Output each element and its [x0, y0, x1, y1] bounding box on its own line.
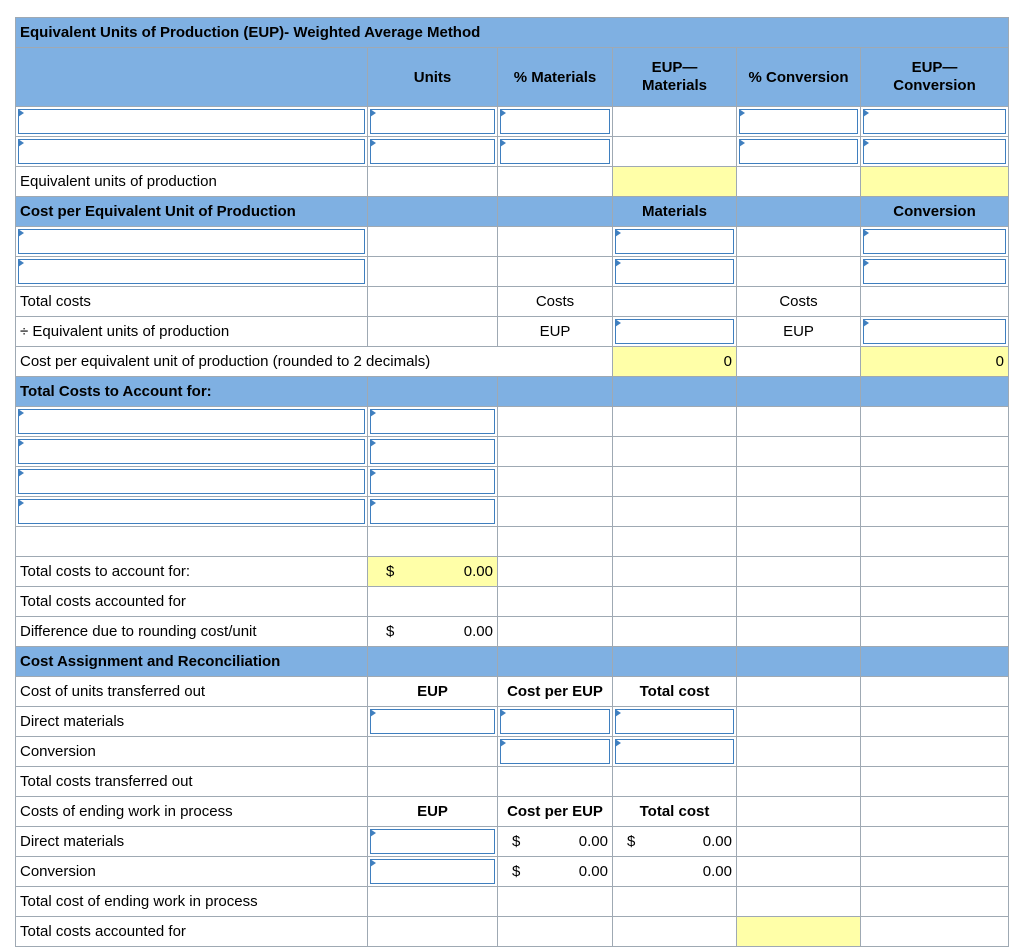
blank-cell: [16, 527, 368, 557]
costs-word-materials: Costs: [498, 287, 613, 317]
header-eup-conversion: [861, 48, 1009, 107]
blank-cell: [613, 407, 737, 437]
currency-symbol: $: [512, 863, 521, 880]
blank-cell: [613, 767, 737, 797]
ending-total-cost-col: Total cost: [613, 797, 737, 827]
blank-cell: [737, 827, 861, 857]
difference-row: [16, 617, 1009, 647]
eup-row1-pct-materials-input[interactable]: [498, 107, 613, 137]
blank-cell: [368, 257, 498, 287]
total-costs-row: [16, 287, 1009, 317]
blank-cell: [737, 557, 861, 587]
equivalent-units-label: Equivalent units of production: [16, 167, 368, 197]
cost-per-unit-label: Cost per equivalent unit of production (rounded to 2 decimals): [16, 347, 613, 377]
ending-label: Costs of ending work in process: [16, 797, 368, 827]
band-blank: [613, 647, 737, 677]
blank-cell: [498, 467, 613, 497]
blank-cell: [737, 227, 861, 257]
blank-cell: [737, 797, 861, 827]
blank-cell: [861, 557, 1009, 587]
currency-symbol: $: [627, 833, 636, 850]
account-input-row: [16, 497, 1009, 527]
account-row4-amount-input[interactable]: [368, 497, 498, 527]
header-eup-conversion-line2: Conversion: [893, 77, 976, 94]
transferred-cost-per-eup-col: Cost per EUP: [498, 677, 613, 707]
cost-per-eup-heading: Cost per Equivalent Unit of Production: [16, 197, 368, 227]
eup-input-row: [16, 107, 1009, 137]
ending-dm-total: [613, 827, 737, 857]
eup-row2-eup-conversion[interactable]: [861, 137, 1009, 167]
band-blank: [498, 647, 613, 677]
cost-per-unit-conversion: 0: [861, 347, 1009, 377]
blank-cell: [613, 557, 737, 587]
blank-cell: [737, 677, 861, 707]
blank-cell: [861, 887, 1009, 917]
equivalent-units-row: [16, 167, 1009, 197]
transferred-conv-row: [16, 737, 1009, 767]
blank-cell: [861, 827, 1009, 857]
blank-cell: [368, 767, 498, 797]
cost-row1-label-input[interactable]: [16, 227, 368, 257]
eup-row2-units-input[interactable]: [368, 137, 498, 167]
blank-cell: [498, 497, 613, 527]
transferred-dm-label: Direct materials: [16, 707, 368, 737]
header-eup-materials-line2: Materials: [641, 77, 708, 94]
blank-cell: [737, 617, 861, 647]
blank-cell: [368, 527, 498, 557]
blank-cell: [498, 437, 613, 467]
blank-cell: [368, 917, 498, 947]
band-blank: [861, 647, 1009, 677]
equivalent-units-materials-total: [613, 167, 737, 197]
cost-input-row: [16, 257, 1009, 287]
band-blank: [737, 377, 861, 407]
transferred-conv-cost-input[interactable]: [498, 737, 613, 767]
ending-dm-cost: [498, 827, 613, 857]
currency-symbol: $: [386, 563, 395, 580]
transferred-dm-total-input[interactable]: [613, 707, 737, 737]
cost-row2-materials-input[interactable]: [613, 257, 737, 287]
total-costs-conversion: [861, 287, 1009, 317]
cost-per-unit-materials: 0: [613, 347, 737, 377]
blank-cell: [498, 917, 613, 947]
blank-cell: [737, 737, 861, 767]
total-to-account-label: Total costs to account for:: [16, 557, 368, 587]
blank-cell: [613, 437, 737, 467]
blank-cell: [861, 797, 1009, 827]
header-eup-conversion-line1: EUP—: [911, 59, 958, 76]
blank-cell: [368, 287, 498, 317]
blank-cell: [368, 227, 498, 257]
total-ending-row: [16, 887, 1009, 917]
eup-word-conversion: EUP: [737, 317, 861, 347]
difference-label: Difference due to rounding cost/unit: [16, 617, 368, 647]
blank-cell: [613, 617, 737, 647]
blank-cell: [861, 527, 1009, 557]
eup-input-row: [16, 137, 1009, 167]
ending-conv-label: Conversion: [16, 857, 368, 887]
header-units: Units: [368, 48, 498, 107]
total-accounted-final-value: [737, 917, 861, 947]
blank-cell: [861, 587, 1009, 617]
divide-eup-conversion-input[interactable]: [861, 317, 1009, 347]
eup-worksheet: [15, 17, 1008, 947]
ending-conv-row: [16, 857, 1009, 887]
blank-cell: [737, 587, 861, 617]
assignment-heading: Cost Assignment and Reconciliation: [16, 647, 368, 677]
transferred-dm-cost-input[interactable]: [498, 707, 613, 737]
account-input-row: [16, 407, 1009, 437]
blank-cell: [737, 887, 861, 917]
cost-per-unit-row: [16, 347, 1009, 377]
transferred-dm-eup-input[interactable]: [368, 707, 498, 737]
eup-word-materials: EUP: [498, 317, 613, 347]
blank-cell: [861, 767, 1009, 797]
blank-cell: [498, 227, 613, 257]
transferred-total-cost-col: Total cost: [613, 677, 737, 707]
band-blank: [737, 197, 861, 227]
blank-cell: [613, 917, 737, 947]
transferred-eup-col: EUP: [368, 677, 498, 707]
blank-cell: [737, 707, 861, 737]
total-accounted-label: Total costs accounted for: [16, 587, 368, 617]
blank-cell: [737, 347, 861, 377]
blank-cell: [498, 617, 613, 647]
ending-conv-total-amount: 0.00: [702, 863, 732, 880]
divide-eup-label: ÷ Equivalent units of production: [16, 317, 368, 347]
title-row: [16, 18, 1009, 48]
header-eup-materials: [613, 48, 737, 107]
cost-row1-materials-input[interactable]: [613, 227, 737, 257]
divide-eup-row: [16, 317, 1009, 347]
eup-table: [15, 17, 1009, 947]
ending-dm-total-amount: 0.00: [702, 833, 732, 850]
blank-cell: [737, 467, 861, 497]
eup-row1-label-input[interactable]: [16, 107, 368, 137]
blank-cell: [861, 707, 1009, 737]
cost-row1-conversion-input[interactable]: [861, 227, 1009, 257]
blank-cell: [613, 887, 737, 917]
ending-conv-eup-input[interactable]: [368, 857, 498, 887]
ending-cost-per-eup-col: Cost per EUP: [498, 797, 613, 827]
header-eup-materials-line1: EUP—: [651, 59, 698, 76]
blank-cell: [737, 407, 861, 437]
cost-row2-conversion-input[interactable]: [861, 257, 1009, 287]
transferred-dm-row: [16, 707, 1009, 737]
band-blank: [368, 647, 498, 677]
band-blank: [368, 377, 498, 407]
blank-cell: [498, 887, 613, 917]
blank-cell: [613, 467, 737, 497]
blank-cell: [368, 887, 498, 917]
equivalent-units-blank2: [737, 167, 861, 197]
total-transferred-row: [16, 767, 1009, 797]
blank-cell: [861, 857, 1009, 887]
blank-cell: [861, 677, 1009, 707]
account-row1-amount-input[interactable]: [368, 407, 498, 437]
header-pct-materials: % Materials: [498, 48, 613, 107]
blank-cell: [861, 407, 1009, 437]
difference-value: [368, 617, 498, 647]
ending-dm-label: Direct materials: [16, 827, 368, 857]
costs-word-conversion: Costs: [737, 287, 861, 317]
blank-cell: [737, 257, 861, 287]
ending-conv-total: [613, 857, 737, 887]
blank-cell: [861, 917, 1009, 947]
account-row3-label-input[interactable]: [16, 467, 368, 497]
header-blank: [16, 48, 368, 107]
cost-per-eup-header-row: [16, 197, 1009, 227]
spacer-row: [16, 527, 1009, 557]
blank-cell: [368, 737, 498, 767]
eup-row2-eup-materials: [613, 137, 737, 167]
blank-cell: [861, 437, 1009, 467]
divide-eup-materials-input[interactable]: [613, 317, 737, 347]
blank-cell: [498, 557, 613, 587]
total-costs-account-heading: Total Costs to Account for:: [16, 377, 368, 407]
blank-cell: [861, 617, 1009, 647]
total-ending-label: Total cost of ending work in process: [16, 887, 368, 917]
blank-cell: [498, 257, 613, 287]
account-row4-label-input[interactable]: [16, 497, 368, 527]
blank-cell: [498, 527, 613, 557]
transferred-conv-label: Conversion: [16, 737, 368, 767]
transferred-label: Cost of units transferred out: [16, 677, 368, 707]
band-blank: [861, 377, 1009, 407]
currency-symbol: $: [386, 623, 395, 640]
ending-header-row: [16, 797, 1009, 827]
eup-row1-eup-materials: [613, 107, 737, 137]
ending-dm-cost-amount: 0.00: [578, 833, 608, 850]
band-blank: [498, 377, 613, 407]
band-blank: [613, 377, 737, 407]
blank-cell: [737, 497, 861, 527]
blank-cell: [613, 497, 737, 527]
blank-cell: [737, 527, 861, 557]
blank-cell: [737, 857, 861, 887]
equivalent-units-conversion-total: [861, 167, 1009, 197]
worksheet-title: Equivalent Units of Production (EUP)- Weighted Average Method: [16, 18, 1009, 48]
ending-conv-cost: [498, 857, 613, 887]
eup-row2-label-input[interactable]: [16, 137, 368, 167]
total-costs-account-header-row: [16, 377, 1009, 407]
difference-amount: 0.00: [463, 623, 493, 640]
eup-row1-pct-conversion-input[interactable]: [737, 107, 861, 137]
band-blank: [498, 197, 613, 227]
transferred-conv-total-input[interactable]: [613, 737, 737, 767]
blank-cell: [498, 407, 613, 437]
ending-conv-cost-amount: 0.00: [578, 863, 608, 880]
transferred-header-row: [16, 677, 1009, 707]
total-costs-materials: [613, 287, 737, 317]
total-to-account-amount: 0.00: [463, 563, 493, 580]
currency-symbol: $: [512, 833, 521, 850]
eup-row1-units-input[interactable]: [368, 107, 498, 137]
assignment-header-row: [16, 647, 1009, 677]
equivalent-units-blank1: [498, 167, 613, 197]
account-input-row: [16, 467, 1009, 497]
total-to-account-value: [368, 557, 498, 587]
total-accounted-final-label: Total costs accounted for: [16, 917, 368, 947]
cost-per-eup-conversion-header: Conversion: [861, 197, 1009, 227]
eup-row1-eup-conversion[interactable]: [861, 107, 1009, 137]
blank-cell: [737, 437, 861, 467]
header-row: [16, 48, 1009, 107]
account-row2-label-input[interactable]: [16, 437, 368, 467]
eup-row2-pct-conversion-input[interactable]: [737, 137, 861, 167]
blank-cell: [737, 767, 861, 797]
cost-row2-label-input[interactable]: [16, 257, 368, 287]
total-accounted-row: [16, 587, 1009, 617]
total-transferred-label: Total costs transferred out: [16, 767, 368, 797]
total-costs-label: Total costs: [16, 287, 368, 317]
ending-dm-eup-input[interactable]: [368, 827, 498, 857]
blank-cell: [861, 737, 1009, 767]
blank-cell: [861, 497, 1009, 527]
equivalent-units-units: [368, 167, 498, 197]
account-row3-amount-input[interactable]: [368, 467, 498, 497]
cost-per-eup-materials-header: Materials: [613, 197, 737, 227]
band-blank: [737, 647, 861, 677]
blank-cell: [861, 467, 1009, 497]
blank-cell: [368, 587, 498, 617]
ending-eup-col: EUP: [368, 797, 498, 827]
account-row2-amount-input[interactable]: [368, 437, 498, 467]
blank-cell: [498, 767, 613, 797]
account-row1-label-input[interactable]: [16, 407, 368, 437]
cost-input-row: [16, 227, 1009, 257]
ending-dm-row: [16, 827, 1009, 857]
account-input-row: [16, 437, 1009, 467]
total-accounted-final-row: [16, 917, 1009, 947]
blank-cell: [368, 317, 498, 347]
total-to-account-row: [16, 557, 1009, 587]
header-pct-conversion: % Conversion: [737, 48, 861, 107]
blank-cell: [613, 587, 737, 617]
blank-cell: [498, 587, 613, 617]
blank-cell: [613, 527, 737, 557]
eup-row2-pct-materials-input[interactable]: [498, 137, 613, 167]
band-blank: [368, 197, 498, 227]
